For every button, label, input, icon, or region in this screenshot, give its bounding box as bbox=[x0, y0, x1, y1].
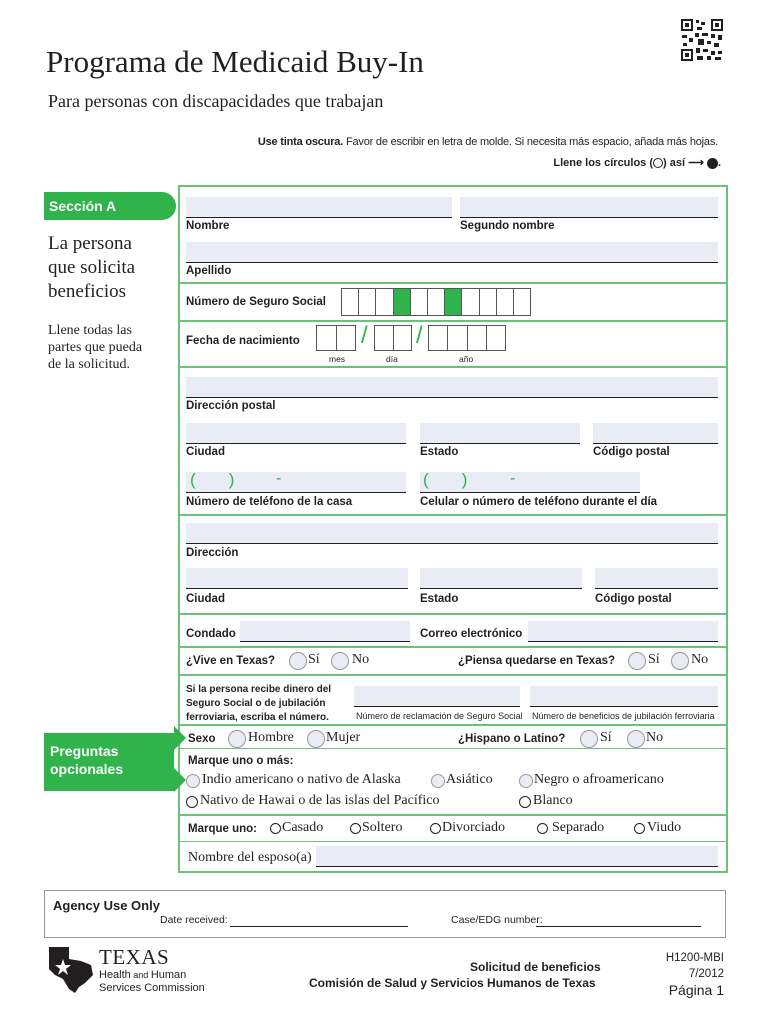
quedarse-si-radio[interactable] bbox=[628, 652, 646, 670]
slash-separator: / bbox=[416, 322, 423, 349]
footer-agency: Comisión de Salud y Servicios Humanos de Texas bbox=[309, 976, 596, 990]
logo-line2: Services Commission bbox=[99, 982, 205, 994]
hispano-si-radio[interactable] bbox=[580, 730, 598, 748]
segundo-nombre-label: Segundo nombre bbox=[460, 220, 555, 232]
logo-texas: TEXAS bbox=[99, 945, 170, 969]
quedarse-texas-label: ¿Piensa quedarse en Texas? bbox=[458, 655, 616, 667]
nombre-input[interactable] bbox=[186, 197, 452, 218]
divider bbox=[178, 674, 728, 676]
fill-instr-b: ) así bbox=[663, 157, 686, 169]
correo-input[interactable] bbox=[528, 621, 718, 642]
arrow-right-icon: ⟶ bbox=[688, 157, 704, 169]
estado2-label: Estado bbox=[420, 593, 459, 605]
instructions-rest: Favor de escribir en letra de molde. Si necesita más espacio, añada más hojas. bbox=[345, 136, 718, 148]
hombre-label: Hombre bbox=[248, 730, 294, 745]
fill-instr-a: Llene los círculos ( bbox=[553, 157, 654, 169]
dob-day-input[interactable] bbox=[374, 325, 412, 351]
section-note: Llene todas las partes que pueda de la solicitud. bbox=[48, 323, 143, 372]
ciudad-label: Ciudad bbox=[186, 446, 225, 458]
blanco-label: Blanco bbox=[533, 793, 573, 808]
estado2-input[interactable] bbox=[420, 568, 582, 589]
asiatico-label: Asiático bbox=[446, 772, 493, 787]
divider bbox=[178, 366, 728, 368]
divorciado-label: Divorciado bbox=[442, 820, 505, 835]
vive-si-label: Sí bbox=[308, 652, 320, 667]
case-number-input[interactable] bbox=[536, 914, 701, 927]
hispano-no-radio[interactable] bbox=[627, 730, 645, 748]
mujer-label: Mujer bbox=[326, 730, 361, 745]
jubilacion-label: Número de beneficios de jubilación ferroviaria bbox=[532, 711, 715, 721]
direccion-label: Dirección bbox=[186, 547, 239, 559]
direccion-postal-label: Dirección postal bbox=[186, 400, 276, 412]
ciudad2-label: Ciudad bbox=[186, 593, 225, 605]
quedarse-no-radio[interactable] bbox=[671, 652, 689, 670]
hispano-no-label: No bbox=[646, 730, 664, 745]
viudo-radio[interactable] bbox=[634, 823, 645, 834]
correo-label: Correo electrónico bbox=[420, 628, 523, 640]
blanco-checkbox[interactable] bbox=[519, 796, 531, 808]
section-a-tab: Sección A bbox=[44, 192, 176, 220]
condado-input[interactable] bbox=[240, 621, 410, 642]
reclamacion-input[interactable] bbox=[354, 686, 520, 707]
tel-casa-label: Número de teléfono de la casa bbox=[186, 496, 353, 508]
reclamacion-label: Número de reclamación de Seguro Social bbox=[356, 711, 523, 721]
hawai-label: Nativo de Hawai o de las islas del Pacífico bbox=[200, 793, 440, 808]
apellido-input[interactable] bbox=[186, 242, 718, 263]
page-subtitle: Para personas con discapacidades que trabajan bbox=[48, 91, 384, 111]
marque-mas-label: Marque uno o más: bbox=[188, 755, 294, 767]
slash-separator: / bbox=[361, 322, 368, 349]
negro-checkbox[interactable] bbox=[519, 774, 533, 788]
quedarse-no-label: No bbox=[691, 652, 709, 667]
divider bbox=[178, 724, 728, 726]
direccion-input[interactable] bbox=[186, 523, 718, 544]
section-heading: La persona que solicita beneficios bbox=[48, 233, 136, 302]
asiatico-checkbox[interactable] bbox=[431, 774, 445, 788]
optional-questions-tab: Preguntas opcionales bbox=[44, 733, 174, 791]
texas-map-icon bbox=[47, 945, 97, 995]
negro-label: Negro o afroamericano bbox=[534, 772, 664, 787]
vive-no-radio[interactable] bbox=[331, 652, 349, 670]
jubilacion-input[interactable] bbox=[530, 686, 718, 707]
divider bbox=[178, 814, 728, 816]
quedarse-si-label: Sí bbox=[648, 652, 660, 667]
divider bbox=[178, 320, 728, 322]
ciudad-input[interactable] bbox=[186, 423, 406, 444]
estado-label: Estado bbox=[420, 446, 459, 458]
hispano-label: ¿Hispano o Latino? bbox=[458, 733, 566, 745]
arrow-icon bbox=[174, 726, 186, 750]
codigo-postal-label: Código postal bbox=[593, 446, 670, 458]
filled-circle-icon bbox=[707, 158, 718, 169]
separado-radio[interactable] bbox=[537, 823, 548, 834]
codigo-postal2-label: Código postal bbox=[595, 593, 672, 605]
phone-dash: - bbox=[276, 470, 282, 487]
indio-checkbox[interactable] bbox=[186, 774, 200, 788]
agency-title: Agency Use Only bbox=[53, 898, 160, 913]
phone-format: ( ) bbox=[423, 470, 468, 489]
dob-year-input[interactable] bbox=[428, 325, 506, 351]
divider bbox=[178, 282, 728, 284]
phone-dash: - bbox=[510, 470, 516, 487]
apellido-label: Apellido bbox=[186, 265, 232, 277]
ss-note: Si la persona recibe dinero del Seguro Social o de jubilación ferroviaria, escriba el número. bbox=[186, 684, 332, 723]
logo-line1 bbox=[99, 969, 186, 981]
esposo-input[interactable] bbox=[316, 846, 718, 867]
case-number-label: Case/EDG number: bbox=[451, 914, 543, 926]
footer-form-name: Solicitud de beneficios bbox=[470, 960, 601, 974]
vive-no-label: No bbox=[352, 652, 370, 667]
viudo-label: Viudo bbox=[647, 820, 682, 835]
date-received-input[interactable] bbox=[230, 914, 408, 927]
form-date: 7/2012 bbox=[688, 968, 724, 980]
logo-and: and bbox=[130, 970, 151, 980]
condado-label: Condado bbox=[186, 628, 236, 640]
ciudad2-input[interactable] bbox=[186, 568, 408, 589]
hombre-radio[interactable] bbox=[228, 730, 246, 748]
soltero-radio[interactable] bbox=[350, 823, 361, 834]
divider bbox=[178, 514, 728, 516]
ssn-label: Número de Seguro Social bbox=[186, 296, 326, 308]
ssn-input[interactable] bbox=[341, 288, 531, 316]
vive-texas-label: ¿Vive en Texas? bbox=[186, 655, 276, 667]
estado-input[interactable] bbox=[420, 423, 580, 444]
divider bbox=[178, 748, 728, 749]
esposo-label: Nombre del esposo(a) bbox=[188, 850, 312, 865]
fill-instructions: Llene los círculos ( ) así ⟶ . bbox=[553, 157, 721, 169]
empty-circle-icon bbox=[653, 158, 663, 168]
dob-label: Fecha de nacimiento bbox=[186, 335, 300, 347]
indio-label: Indio americano o nativo de Alaska bbox=[202, 772, 401, 787]
hispano-si-label: Sí bbox=[600, 730, 612, 745]
vive-si-radio[interactable] bbox=[289, 652, 307, 670]
logo-human: Human bbox=[150, 969, 187, 981]
casado-label: Casado bbox=[282, 820, 324, 835]
dob-month-input[interactable] bbox=[316, 325, 356, 351]
mujer-radio[interactable] bbox=[307, 730, 325, 748]
page-title: Programa de Medicaid Buy-In bbox=[46, 44, 424, 79]
arrow-icon bbox=[174, 768, 186, 792]
date-received-label: Date received: bbox=[160, 914, 228, 926]
hhsc-logo bbox=[47, 945, 207, 997]
sexo-label: Sexo bbox=[188, 733, 216, 745]
divider bbox=[178, 646, 728, 648]
page-number: Página 1 bbox=[668, 982, 724, 998]
divider bbox=[178, 841, 728, 842]
casado-radio[interactable] bbox=[270, 823, 281, 834]
divider bbox=[178, 613, 728, 615]
divorciado-radio[interactable] bbox=[430, 823, 441, 834]
qr-code-icon bbox=[680, 18, 724, 62]
instructions-bold: Use tinta oscura. bbox=[257, 136, 344, 148]
direccion-postal-input[interactable] bbox=[186, 377, 718, 398]
phone-format: ( ) bbox=[190, 470, 235, 489]
logo-health: Health bbox=[99, 969, 131, 981]
ano-label: año bbox=[459, 354, 474, 364]
codigo-postal2-input[interactable] bbox=[595, 568, 718, 589]
instructions bbox=[258, 136, 718, 148]
soltero-label: Soltero bbox=[362, 820, 403, 835]
codigo-postal-input[interactable] bbox=[593, 423, 718, 444]
hawai-checkbox[interactable] bbox=[186, 796, 198, 808]
nombre-label: Nombre bbox=[186, 220, 230, 232]
dia-label: día bbox=[386, 354, 398, 364]
form-code: H1200-MBI bbox=[665, 952, 724, 964]
tel-dia-label: Celular o número de teléfono durante el día bbox=[420, 496, 658, 508]
segundo-nombre-input[interactable] bbox=[460, 197, 718, 218]
mes-label: mes bbox=[329, 354, 346, 364]
marque-uno-label: Marque uno: bbox=[188, 823, 257, 835]
separado-label: Separado bbox=[552, 820, 605, 835]
